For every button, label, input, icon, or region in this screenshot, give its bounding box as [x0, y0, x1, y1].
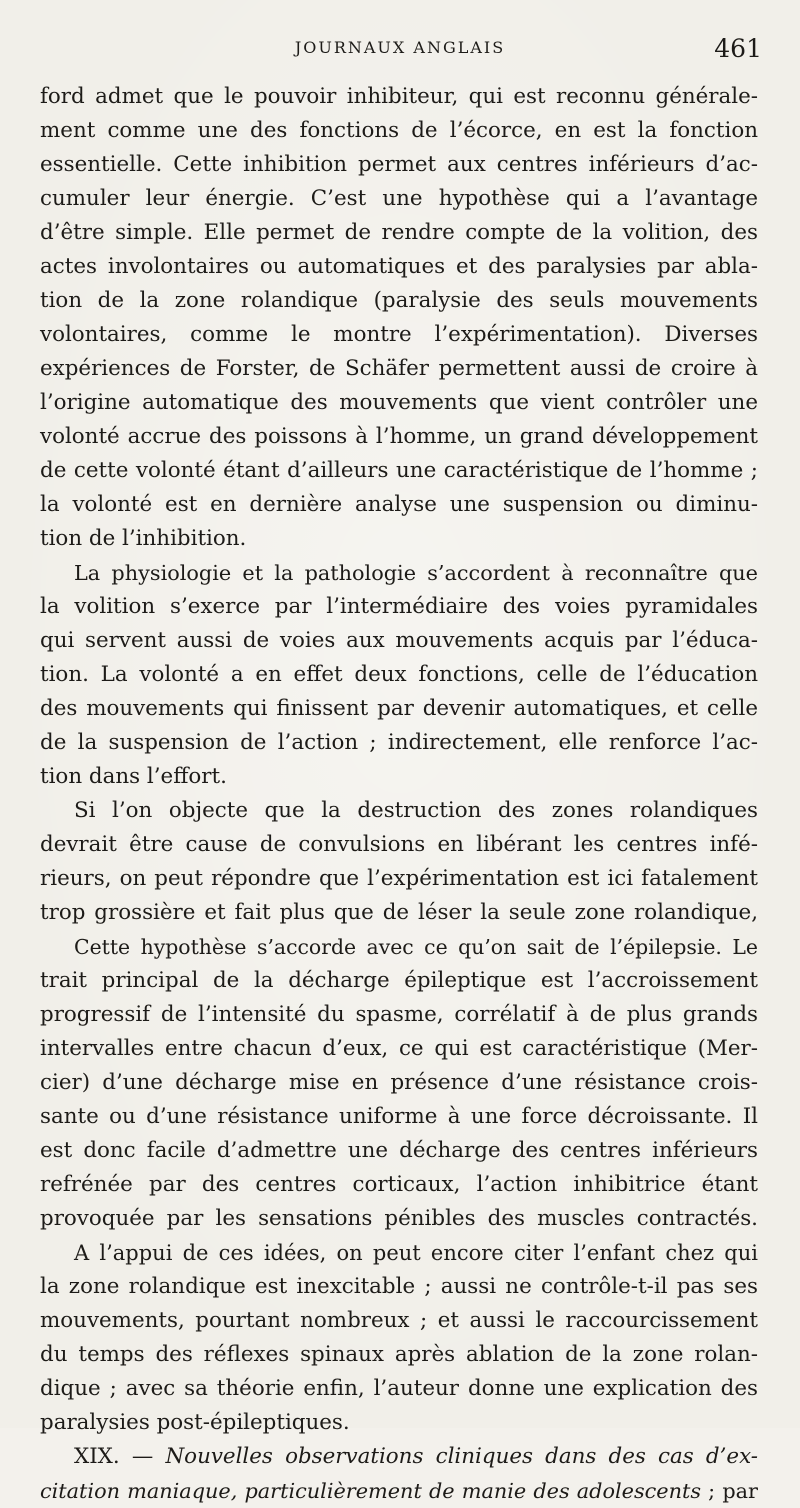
text-line: actes involontaires ou automatiques et des paralysies par abla-: [40, 254, 758, 279]
text-line: tion de l’inhibition.: [40, 526, 247, 551]
page-header: [40, 34, 760, 68]
paragraph-3: [40, 794, 758, 930]
text-line: paralysies post-épileptiques.: [40, 1410, 350, 1435]
text-line: du temps des réflexes spinaux après ablation de la zone rolan-: [40, 1342, 758, 1367]
text-line: mouvements, pourtant nombreux ; et aussi le raccourcissement: [40, 1308, 758, 1333]
text-line: des mouvements qui finissent par devenir automatiques, et celle: [40, 696, 758, 721]
paragraph-6: [40, 1440, 758, 1508]
text-line: [40, 1440, 758, 1474]
text-line: sante ou d’une résistance uniforme à une force décroissante. Il: [40, 1104, 758, 1129]
text-line: [40, 1474, 758, 1508]
text-line: volontaires, comme le montre l’expérimentation). Diverses: [40, 322, 758, 347]
text-line: A l’appui de ces idées, on peut encore citer l’enfant chez qui: [74, 1241, 758, 1265]
paragraph-5: [40, 1236, 758, 1440]
text-line: expériences de Forster, de Schäfer permettent aussi de croire à: [40, 356, 758, 381]
section-numeral: XIX. —: [74, 1444, 166, 1469]
text-line: Si l’on objecte que la destruction des zones rolandiques: [74, 798, 758, 823]
text-line: tion de la zone rolandique (paralysie des seuls mouvements: [40, 288, 758, 313]
text-line: volonté accrue des poissons à l’homme, un grand développement: [40, 424, 758, 449]
text-line: la volition s’exerce par l’intermédiaire des voies pyramidales: [40, 594, 758, 619]
text-line: refrénée par des centres corticaux, l’action inhibitrice étant: [40, 1172, 758, 1197]
text-line: La physiologie et la pathologie s’accordent à reconnaître que: [74, 561, 758, 585]
paragraph-1: [40, 80, 758, 556]
paragraph-4: [40, 930, 758, 1236]
text-line: trop grossière et fait plus que de léser la seule zone rolandique,: [40, 900, 758, 925]
text-line: tion. La volonté a en effet deux fonctions, celle de l’éducation: [40, 662, 758, 687]
text-line: la volonté est en dernière analyse une suspension ou diminu-: [40, 492, 758, 517]
text-line: dique ; avec sa théorie enfin, l’auteur donne une explication des: [40, 1376, 758, 1401]
text-line: ford admet que le pouvoir inhibiteur, qui est reconnu générale-: [40, 84, 758, 109]
text-line: rieurs, on peut répondre que l’expérimentation est ici fatalement: [40, 866, 758, 891]
text-line: trait principal de la décharge épileptique est l’accroissement: [40, 968, 758, 993]
text-line: provoquée par les sensations pénibles des muscles contractés.: [40, 1206, 758, 1231]
text-line: Cette hypothèse s’accorde avec ce qu’on sait de l’épilepsie. Le: [74, 935, 758, 959]
text-line: progressif de l’intensité du spasme, corrélatif à de plus grands: [40, 1002, 758, 1027]
body-text: [40, 80, 758, 1508]
text-line: essentielle. Cette inhibition permet aux centres inférieurs d’ac-: [40, 152, 758, 177]
text-line: d’être simple. Elle permet de rendre compte de la volition, des: [40, 220, 758, 245]
text-line: cier) d’une décharge mise en présence d’une résistance crois-: [40, 1070, 758, 1095]
text-line: l’origine automatique des mouvements que vient contrôler une: [40, 390, 758, 415]
text-line: intervalles entre chacun d’eux, ce qui est caractéristique (Mer-: [40, 1036, 758, 1061]
section-title-tail: ; par: [701, 1479, 758, 1503]
section-title: citation maniaque, particulièrement de manie des adolescents: [40, 1479, 702, 1503]
text-line: devrait être cause de convulsions en libérant les centres infé-: [40, 832, 758, 857]
section-title: Nouvelles observations cliniques dans des cas d’ex-: [165, 1444, 759, 1469]
text-line: tion dans l’effort.: [40, 764, 227, 789]
text-line: ment comme une des fonctions de l’écorce, en est la fonction: [40, 118, 758, 143]
text-line: est donc facile d’admettre une décharge des centres inférieurs: [40, 1138, 758, 1163]
running-head: JOURNAUX ANGLAIS: [294, 38, 506, 57]
text-line: de cette volonté étant d’ailleurs une caractéristique de l’homme ;: [40, 458, 758, 483]
text-line: qui servent aussi de voies aux mouvements acquis par l’éduca-: [40, 628, 758, 653]
text-line: cumuler leur énergie. C’est une hypothèse qui a l’avantage: [40, 186, 758, 211]
text-line: la zone rolandique est inexcitable ; aussi ne contrôle-t-il pas ses: [40, 1274, 758, 1299]
paragraph-2: [40, 556, 758, 794]
text-line: de la suspension de l’action ; indirectement, elle renforce l’ac-: [40, 730, 758, 755]
page-number: 461: [714, 34, 762, 63]
